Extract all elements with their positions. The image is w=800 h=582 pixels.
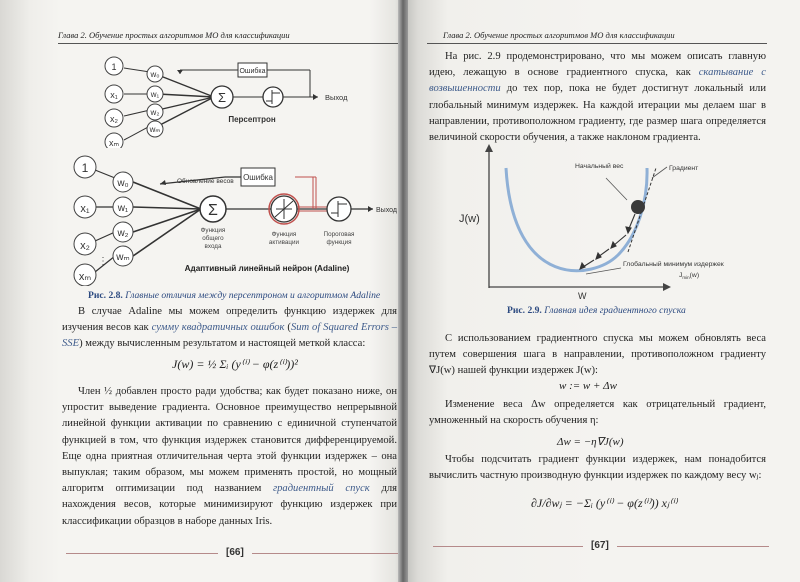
output-label: Выход bbox=[325, 93, 348, 102]
threshold-label: Пороговая bbox=[323, 231, 355, 238]
arrow-icon bbox=[177, 70, 183, 74]
running-head: Глава 2. Обучение простых алгоритмов МО для классификации bbox=[443, 30, 675, 40]
paragraph: Изменение веса Δw определяется как отрицательный градиент, умноженный на скорость обучения η: bbox=[429, 399, 766, 427]
arrow-icon bbox=[313, 94, 318, 100]
figure-caption-2-9 bbox=[507, 305, 686, 316]
caption-text: Главные отличия между персептроном и алгоритмом Adaline bbox=[125, 290, 381, 301]
net-input-label: Функция bbox=[200, 227, 226, 234]
weight-label: w₂ bbox=[117, 228, 129, 239]
adaline-weights bbox=[113, 172, 133, 266]
input-label: x₂ bbox=[110, 114, 118, 124]
activation-label: Функция bbox=[271, 231, 297, 238]
input-label: x₂ bbox=[80, 240, 90, 252]
weight-label: wₘ bbox=[149, 125, 161, 134]
error-label: Ошибка bbox=[239, 68, 266, 75]
net-input-label: входа bbox=[204, 243, 222, 250]
link-sse-english[interactable]: Sum of Squared Errors – SSE bbox=[62, 322, 398, 350]
sigma-icon: Σ bbox=[217, 90, 227, 105]
adaline-inputs bbox=[74, 156, 108, 286]
arrow-icon bbox=[485, 144, 493, 152]
weight-label: w₀ bbox=[150, 70, 160, 79]
leader-line bbox=[606, 178, 627, 200]
weight-label: wₘ bbox=[116, 252, 130, 263]
input-label: xₘ bbox=[78, 271, 92, 283]
page-number: [67] bbox=[591, 540, 609, 551]
caption-number: Рис. 2.8. bbox=[88, 290, 123, 301]
page-number: [66] bbox=[226, 547, 244, 558]
input-label: x₁ bbox=[110, 90, 118, 100]
paragraph: Член ½ добавлен просто ради удобства; как будет показано ниже, он упростит выведение градиента. Основное преимущество непрерывной линейной функции активации по сравнению с единичной ступенчатой функцией в том, что функция издержек становится дифференцируемой. Еще одна приятная отличительная черта этой функции издержек – она выпуклая; таким образом, мы можем применять простой, но мощный алгоритм оптимизации под названием градиентный спуск для нахождения весов, которые минимизируют функцию издержек при классификации образцов в наборе данных Iris. bbox=[62, 386, 397, 527]
formula-sse: J(w) = ½ Σᵢ (y⁽ⁱ⁾ − φ(z⁽ⁱ⁾))² bbox=[172, 357, 298, 371]
initial-weight-point bbox=[631, 200, 645, 214]
input-label: 1 bbox=[111, 62, 117, 72]
arrow-icon bbox=[368, 206, 373, 212]
footer-rule bbox=[252, 553, 398, 554]
adaline-title: Адаптивный линейный нейрон (Adaline) bbox=[184, 264, 350, 273]
footer-rule bbox=[433, 546, 583, 547]
perceptron-weights bbox=[147, 66, 163, 137]
cost-curve bbox=[506, 168, 647, 271]
perceptron-diagram bbox=[100, 52, 370, 148]
jmin-argument: (w) bbox=[689, 272, 700, 279]
leader-line bbox=[652, 167, 667, 178]
formula-update: w := w + Δw bbox=[559, 380, 617, 392]
weight-label: w₁ bbox=[117, 203, 129, 214]
caption-number: Рис. 2.9. bbox=[507, 305, 542, 316]
weight-label: w₂ bbox=[150, 108, 160, 117]
header-rule bbox=[427, 43, 767, 44]
weight-label: w₀ bbox=[117, 178, 129, 189]
svg-text:⋮: ⋮ bbox=[98, 256, 108, 267]
paragraph: С использованием градиентного спуска мы можем обновлять веса путем совершения шага в направлении, противоположном градиенту ∇J(w) нашей функции издержек J(w): bbox=[429, 333, 766, 377]
header-rule bbox=[58, 43, 398, 44]
paragraph: Чтобы подсчитать градиент функции издержек, нам понадобится вычислить частную производную функции издержек по каждому весу wⱼ: bbox=[429, 454, 766, 482]
footer-rule bbox=[66, 553, 218, 554]
threshold-node bbox=[327, 197, 351, 221]
gradient-descent-figure bbox=[443, 140, 743, 300]
link-gradient-descent[interactable]: градиентный спуск bbox=[272, 483, 370, 495]
adaline-diagram bbox=[65, 152, 400, 286]
step-function-node bbox=[263, 87, 283, 107]
net-input-label: общего bbox=[202, 235, 224, 242]
x-axis-label: W bbox=[578, 291, 587, 300]
running-head: Глава 2. Обучение простых алгоритмов МО для классификации bbox=[58, 30, 290, 40]
global-min-label: Глобальный минимум издержек bbox=[623, 261, 724, 268]
input-label: 1 bbox=[81, 161, 89, 175]
perceptron-inputs bbox=[105, 57, 123, 148]
update-weights-label: Обновление весов bbox=[177, 178, 234, 185]
gradient-label: Градиент bbox=[669, 165, 699, 172]
y-axis-label: J(w) bbox=[459, 213, 480, 225]
error-label: Ошибка bbox=[243, 173, 273, 182]
book-spine bbox=[398, 0, 408, 582]
sigma-icon: Σ bbox=[208, 202, 218, 219]
input-label: xₘ bbox=[108, 138, 120, 148]
formula-delta: Δw = −η∇J(w) bbox=[557, 436, 624, 448]
figure-caption-2-8 bbox=[88, 290, 380, 301]
jmin-subscript: min bbox=[682, 275, 690, 280]
weight-label: w₁ bbox=[150, 90, 160, 99]
formula-partial: ∂J/∂wⱼ = −Σᵢ (y⁽ⁱ⁾ − φ(z⁽ⁱ⁾)) xⱼ⁽ⁱ⁾ bbox=[531, 496, 678, 510]
output-label: Выход bbox=[376, 207, 397, 214]
paragraph: В случае Adaline мы можем определить функцию издержек для изучения весов как сумму квадратичных ошибок (Sum of Squared Errors – SSE) между вычисленным результатом и настоящей меткой класса: bbox=[62, 306, 398, 350]
input-label: x₁ bbox=[80, 203, 90, 215]
caption-text: Главная идея градиентного спуска bbox=[544, 305, 686, 316]
link-sse[interactable]: сумму квадратичных ошибок bbox=[151, 322, 285, 334]
perceptron-title: Персептрон bbox=[228, 115, 276, 124]
paragraph: На рис. 2.9 продемонстрировано, что мы можем описать главную идею, лежащую в основе градиентного спуска, как скатывание с возвышенности до тех пор, пока не будет достигнут локальный или глобальный минимум издержек. На каждой итерации мы делаем шаг в направлении, противоположном градиенту, где размер шага определяется величиной скорости обучения, а также наклоном градиента. bbox=[429, 51, 766, 144]
threshold-label: функция bbox=[326, 239, 352, 246]
right-page bbox=[403, 0, 800, 582]
arrow-icon bbox=[663, 283, 671, 291]
svg-text:Jmin(w) bbox=[679, 272, 699, 280]
jmin-label: J bbox=[679, 272, 683, 279]
initial-weight-label: Начальный вес bbox=[575, 163, 624, 170]
link-downhill[interactable]: скатывание с возвышенности bbox=[429, 67, 766, 95]
activation-label: активации bbox=[268, 239, 300, 246]
footer-rule bbox=[617, 546, 769, 547]
